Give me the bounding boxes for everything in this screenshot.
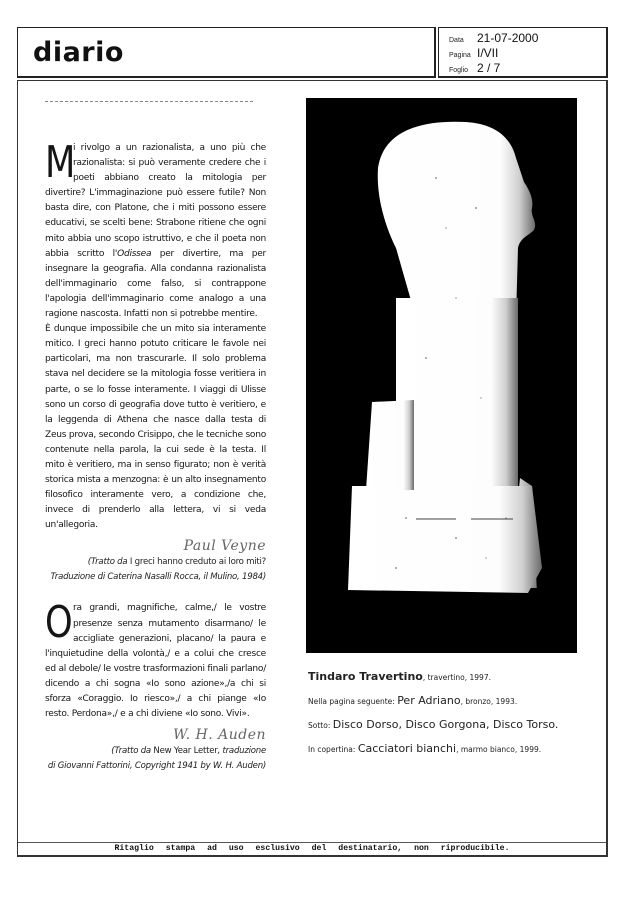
sculpture-photo (306, 98, 577, 653)
article1-paragraph1: M i rivolgo a un razionalista, a uno più che razionalista: si può veramente credere che i poeti abbiano creato la mitologia per divertire? L'immaginazione può essere futile? Non basta dire, con Platone, che i miti possono essere educativi, se scelti bene: Strabone ritiene che ogni mito abbia uno scopo istruttivo, e che il poeta non abbia scritto l'Odissea per divertire, ma per insegnare la geografia. Alla condanna razionalista dell'immaginario come falso, si contrappone l'apologia dell'immaginario come analogo a una ragione nascosta. Infatti non si potrebbe mentire. (45, 137, 266, 320)
info-row-page (449, 46, 498, 60)
source-citation-2: (Tratto da New Year Letter, traduzione di Giovanni Fattorini, Copyright 1941 by W. H. Auden) (47, 746, 266, 772)
photo-captions (308, 665, 598, 761)
info-value: 21-07-2000 (477, 31, 539, 45)
info-row-date (449, 31, 538, 45)
info-label: Data (449, 37, 464, 44)
clipping-info-box (438, 27, 608, 78)
dropcap: M (45, 137, 76, 188)
info-label: Pagina (449, 52, 471, 59)
masthead-box (17, 27, 436, 78)
caption-title: Per Adriano (397, 694, 461, 707)
source-citation-1: (Tratto da I greci hanno creduto ai loro miti? Traduzione di Caterina Nasalli Rocca, il Mulino, 1984) (50, 557, 266, 583)
info-value: 2 / 7 (477, 61, 501, 75)
article1-paragraph2: È dunque impossibile che un mito sia interamente mitico. I greci hanno potuto criticare le favole nei particolari, ma non trascurarle. Il solo problema stava nel decidere se la mitologia fosse veritiera in parte, o se lo fosse interamente. I viaggi di Ulisse sono un corso di geografia dove tutto è veritiero, e la leggenda di Athena che nasce dalla testa di Zeus prova, secondo Crisippo, che le tecniche sono contenute nella parola, la cui sede è la testa. Il mito è veritiero, ma in senso figurato; non è verità storica mista a menzogna: è un alto insegnamento filosofico interamente vero, a condizione che, invece di prenderlo alla lettera, vi si veda un'allegoria. (45, 324, 266, 531)
caption-line: Sotto: Disco Dorso, Disco Gorgona, Disco Torso. (308, 718, 559, 731)
caption-title: Cacciatori bianchi (357, 742, 457, 755)
caption-line: Nella pagina seguente: Per Adriano, bronzo, 1993. (308, 694, 518, 707)
caption-line: In copertina: Cacciatori bianchi, marmo bianco, 1999. (308, 742, 542, 755)
caption-line: Tindaro Travertino, travertino, 1997. (308, 670, 491, 683)
info-value: I/VII (477, 46, 499, 60)
decorative-rule (45, 101, 253, 102)
caption-title: Tindaro Travertino (308, 670, 423, 683)
signature-veyne: Paul Veyne (183, 538, 266, 555)
signature-auden: W. H. Auden (173, 727, 266, 744)
info-label: Foglio (449, 67, 469, 74)
article-column (45, 137, 266, 774)
publication-title: diario (33, 37, 124, 68)
sculpture-illustration (306, 98, 577, 653)
caption-title: Disco Dorso, Disco Gorgona, Disco Torso (332, 718, 555, 731)
footer-notice: Ritaglio stampa ad uso esclusivo del destinatario, non riproducibile. (18, 842, 606, 855)
article2-paragraph: Ora grandi, magnifiche, calme,/ le vostre presenze senza mutamento disarmano/ le accigliate generazioni, placano/ la paura e l'inquietudine della volontà,/ e a colui che cresce ed al debole/ le vostre trasformazioni finali parlano/ dicendo a chi sogna «Io sono azione»,/a chi si sforza «Coraggio. Io riesco»,/ a chi piange «Io resto. Perdona»,/ e a chi diviene «Io sono. Vivi». (45, 597, 266, 720)
info-row-sheet (449, 61, 500, 75)
dropcap: O (45, 597, 73, 649)
